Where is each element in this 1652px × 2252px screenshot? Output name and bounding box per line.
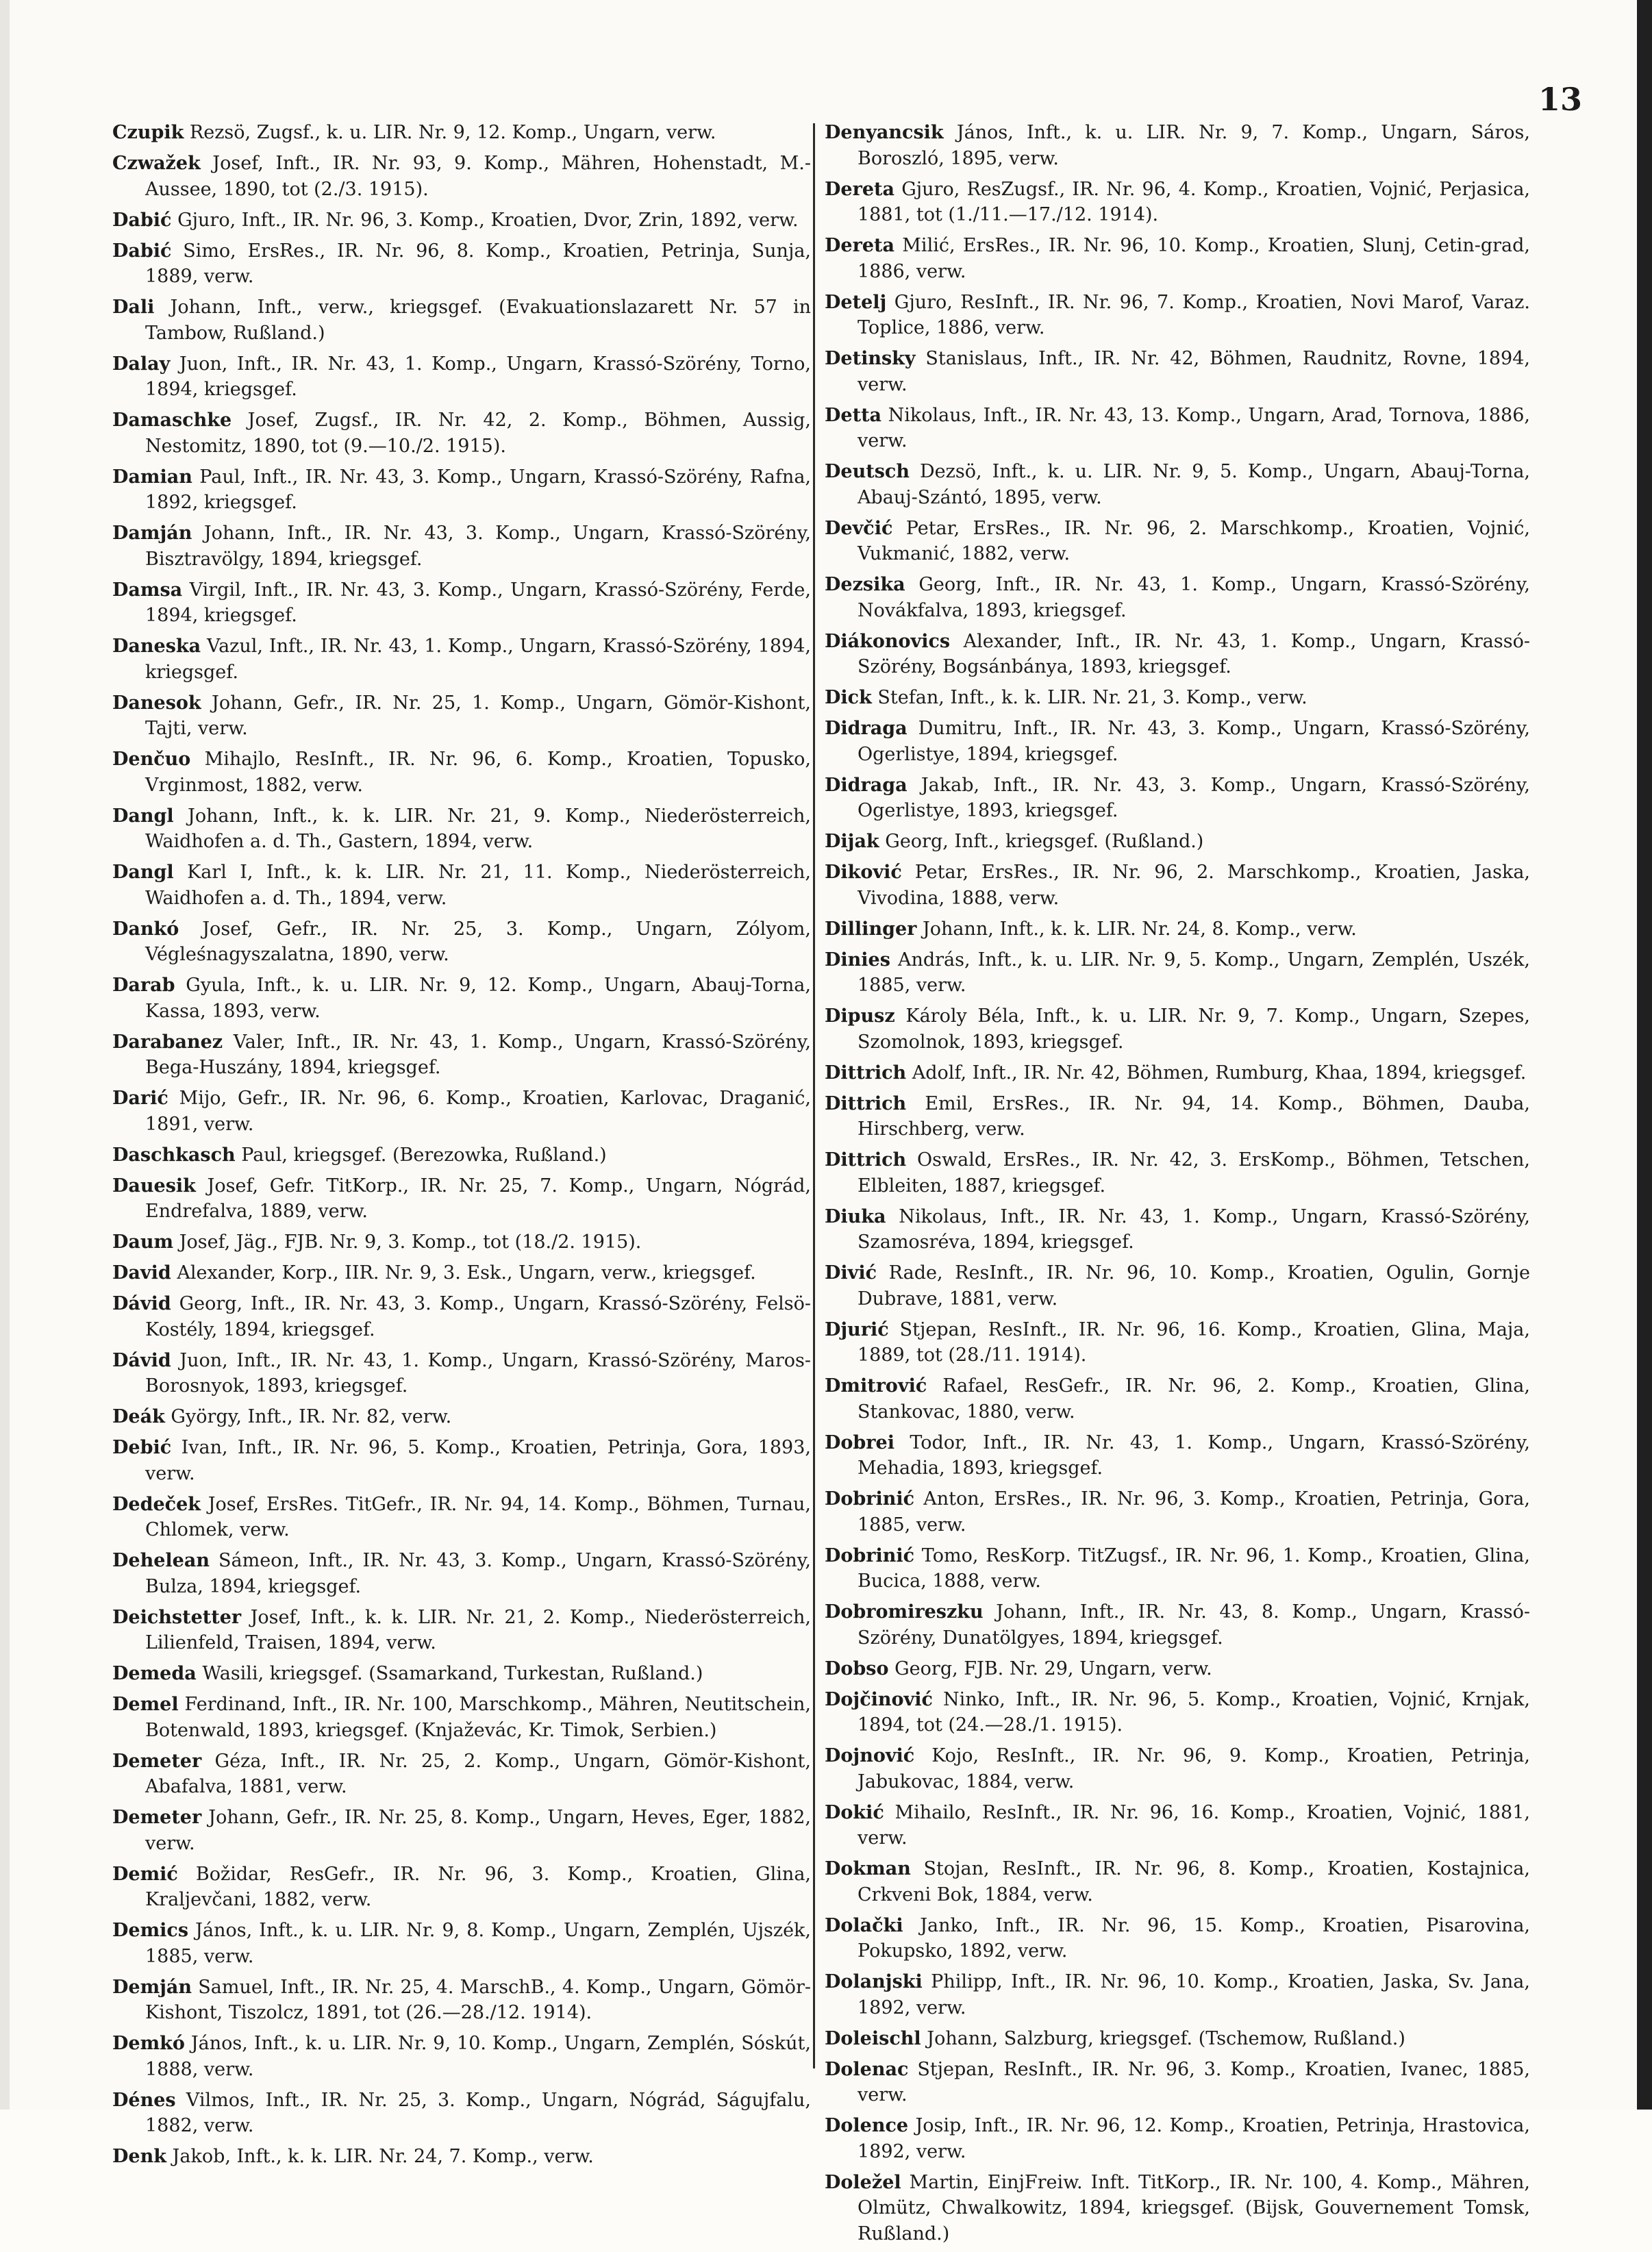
entry-surname: Dillinger — [825, 918, 917, 940]
entry-details: Johann, Gefr., IR. Nr. 25, 8. Komp., Ungarn, Heves, Eger, 1882, verw. — [145, 1807, 811, 1854]
entry-surname: Devčić — [825, 517, 893, 539]
list-entry — [112, 1918, 811, 1969]
entry-surname: Dojčinović — [825, 1688, 933, 1710]
entry-surname: Detinsky — [825, 348, 916, 369]
list-entry — [825, 1656, 1530, 1682]
list-entry — [825, 177, 1530, 228]
entry-details: Petar, ErsRes., IR. Nr. 96, 2. Marschkomp., Kroatien, Jaska, Vivodina, 1888, verw. — [858, 862, 1530, 909]
list-entry — [112, 577, 811, 629]
entry-surname: Deutsch — [825, 461, 910, 482]
entry-details: Sámeon, Inft., IR. Nr. 43, 3. Komp., Ungarn, Krassó-Szörény, Bulza, 1894, kriegsgef. — [145, 1550, 811, 1597]
entry-surname: Denyancsik — [825, 122, 944, 143]
page-number: 13 — [1538, 81, 1582, 118]
list-entry — [112, 634, 811, 685]
entry-surname: Dobrinić — [825, 1544, 915, 1566]
entry-surname: Damaschke — [112, 410, 232, 431]
entry-details: Ninko, Inft., IR. Nr. 96, 5. Komp., Kroatien, Vojnić, Krnjak, 1894, tot (24.—28./1. 1915). — [858, 1688, 1530, 1736]
column-divider — [813, 123, 815, 2068]
entry-surname: Detelj — [825, 291, 887, 313]
entry-details: Károly Béla, Inft., k. u. LIR. Nr. 9, 7. Komp., Ungarn, Szepes, Szomolnok, 1893, kriegsgef. — [858, 1005, 1530, 1053]
entry-surname: Damian — [112, 466, 192, 488]
entry-details: Virgil, Inft., IR. Nr. 43, 3. Komp., Ungarn, Krassó-Szörény, Ferde, 1894, kriegsgef. — [145, 579, 811, 626]
entry-surname: Dereta — [825, 235, 894, 256]
entry-surname: Dmitrović — [825, 1375, 927, 1397]
entry-surname: Dijak — [825, 831, 879, 852]
entry-surname: Didraga — [825, 774, 908, 796]
list-entry — [825, 459, 1530, 510]
entry-surname: Djurić — [825, 1318, 889, 1340]
entry-surname: Demeter — [112, 1750, 202, 1772]
entry-surname: Daschkasch — [112, 1144, 236, 1166]
entry-details: Petar, ErsRes., IR. Nr. 96, 2. Marschkomp., Kroatien, Vojnić, Vukmanić, 1882, verw. — [858, 517, 1530, 564]
list-entry — [825, 2026, 1530, 2052]
entry-details: Josef, ErsRes. TitGefr., IR. Nr. 94, 14. Komp., Böhmen, Turnau, Chlomek, verw. — [145, 1493, 811, 1540]
list-entry — [112, 521, 811, 572]
list-entry — [112, 1661, 811, 1687]
list-entry — [825, 1913, 1530, 1964]
list-entry — [825, 1743, 1530, 1794]
list-entry — [112, 1975, 811, 2026]
entry-details: Dumitru, Inft., IR. Nr. 43, 3. Komp., Ungarn, Krassó-Szörény, Ogerlistye, 1894, kriegsgef. — [858, 718, 1530, 765]
entry-details: Milić, ErsRes., IR. Nr. 96, 10. Komp., Kroatien, Slunj, Cetin-grad, 1886, verw. — [858, 235, 1530, 282]
entry-surname: Daum — [112, 1231, 174, 1253]
entry-surname: Demics — [112, 1920, 189, 1941]
entry-surname: Deichstetter — [112, 1606, 242, 1628]
entry-surname: Darabanez — [112, 1031, 223, 1053]
entry-details: András, Inft., k. u. LIR. Nr. 9, 5. Komp., Ungarn, Zemplén, Uszék, 1885, verw. — [858, 949, 1530, 996]
list-entry — [112, 747, 811, 798]
entry-surname: Denčuo — [112, 749, 191, 770]
entry-details: Mijo, Gefr., IR. Nr. 96, 6. Komp., Kroatien, Karlovac, Draganić, 1891, verw. — [145, 1088, 811, 1135]
entry-surname: Dick — [825, 687, 872, 708]
right-column — [825, 120, 1530, 2252]
entry-details: Dezsö, Inft., k. u. LIR. Nr. 9, 5. Komp., Ungarn, Abauj-Torna, Abauj-Szántó, 1895, verw. — [858, 461, 1530, 508]
entry-details: Martin, EinjFreiw. Inft. TitKorp., IR. Nr. 100, 4. Komp., Mähren, Olmütz, Chwalkowitz, 1894, kriegsgef. (Bijsk, Gouvernement Tomsk, Rußland.) — [858, 2171, 1531, 2244]
entry-surname: Diákonovics — [825, 630, 951, 652]
entry-details: Josef, Inft., IR. Nr. 93, 9. Komp., Mähren, Hohenstadt, M.-Aussee, 1890, tot (2./3. 1915). — [145, 153, 811, 200]
entry-details: Rade, ResInft., IR. Nr. 96, 10. Komp., Kroatien, Ogulin, Gornje Dubrave, 1881, verw. — [858, 1262, 1530, 1310]
list-entry — [112, 351, 811, 403]
entry-details: Johann, Inft., k. k. LIR. Nr. 24, 8. Komp., verw. — [922, 918, 1357, 940]
entry-details: Nikolaus, Inft., IR. Nr. 43, 1. Komp., Ungarn, Krassó-Szörény, Szamosréva, 1894, kriegsgef. — [858, 1205, 1530, 1253]
list-entry — [825, 1373, 1530, 1425]
entry-surname: Denk — [112, 2146, 166, 2167]
entry-surname: Dobrei — [825, 1431, 894, 1453]
entry-details: Vazul, Inft., IR. Nr. 43, 1. Komp., Ungarn, Krassó-Szörény, 1894, kriegsgef. — [145, 636, 811, 683]
entry-details: Johann, Inft., k. k. LIR. Nr. 21, 9. Komp., Niederösterreich, Waidhofen a. d. Th., Gastern, 1894, verw. — [145, 805, 812, 852]
entry-surname: Diković — [825, 862, 902, 883]
entry-details: Janko, Inft., IR. Nr. 96, 15. Komp., Kroatien, Pisarovina, Pokupsko, 1892, verw. — [858, 1914, 1530, 1962]
entry-surname: Dabić — [112, 240, 172, 262]
entry-details: Stanislaus, Inft., IR. Nr. 42, Böhmen, Raudnitz, Rovne, 1894, verw. — [858, 348, 1530, 395]
list-entry — [825, 290, 1530, 341]
list-entry — [825, 120, 1530, 171]
list-entry — [825, 1800, 1530, 1851]
entry-surname: Demeda — [112, 1663, 197, 1684]
entry-surname: Doleischl — [825, 2027, 921, 2049]
entry-details: Jakab, Inft., IR. Nr. 43, 3. Komp., Ungarn, Krassó-Szörény, Ogerlistye, 1893, kriegsgef. — [858, 774, 1530, 821]
entry-surname: Dalay — [112, 353, 171, 375]
entry-details: Samuel, Inft., IR. Nr. 25, 4. MarschB., 4. Komp., Ungarn, Gömör-Kishont, Tiszolcz, 1891, tot (26.—28./12. 1914). — [145, 1976, 811, 2023]
entry-surname: Dangl — [112, 805, 174, 827]
list-entry — [825, 1969, 1530, 2020]
entry-details: Vilmos, Inft., IR. Nr. 25, 3. Komp., Ungarn, Nógrád, Ságujfalu, 1882, verw. — [145, 2089, 811, 2136]
entry-details: Ivan, Inft., IR. Nr. 96, 5. Komp., Kroatien, Petrinja, Gora, 1893, verw. — [145, 1437, 811, 1484]
entry-surname: Demkó — [112, 2033, 185, 2054]
list-entry — [825, 947, 1530, 999]
list-entry — [825, 1003, 1530, 1055]
list-entry — [112, 803, 811, 855]
entry-surname: Dokman — [825, 1858, 911, 1879]
list-entry — [825, 829, 1530, 855]
list-entry — [112, 1404, 811, 1430]
list-entry — [112, 1435, 811, 1486]
entry-surname: Dangl — [112, 862, 174, 883]
list-entry — [112, 151, 811, 202]
entry-surname: Dolački — [825, 1914, 903, 1936]
list-entry — [825, 403, 1530, 454]
entry-surname: Dinies — [825, 949, 890, 971]
entry-details: Karl I, Inft., k. k. LIR. Nr. 21, 11. Komp., Niederösterreich, Waidhofen a. d. Th., 1894, verw. — [145, 862, 811, 909]
entry-details: Gyula, Inft., k. u. LIR. Nr. 9, 12. Komp., Ungarn, Abauj-Torna, Kassa, 1893, verw. — [145, 975, 811, 1022]
entry-surname: Dobrinić — [825, 1488, 915, 1510]
list-entry — [825, 629, 1530, 680]
list-entry — [825, 773, 1530, 824]
entry-details: Johann, Inft., IR. Nr. 43, 8. Komp., Ungarn, Krassó-Szörény, Dunatölgyes, 1894, kriegsgef. — [858, 1601, 1530, 1649]
entry-surname: Diuka — [825, 1205, 886, 1227]
list-entry — [112, 295, 811, 346]
list-entry — [112, 464, 811, 516]
entry-surname: Dojnović — [825, 1745, 915, 1766]
entry-surname: Didraga — [825, 718, 908, 739]
entry-details: György, Inft., IR. Nr. 82, verw. — [171, 1406, 452, 1427]
entry-surname: Czwažek — [112, 153, 201, 174]
entry-surname: Detta — [825, 404, 882, 426]
entry-details: Josef, Jäg., FJB. Nr. 9, 3. Komp., tot (18./2. 1915). — [179, 1231, 642, 1253]
entry-details: Alexander, Inft., IR. Nr. 43, 1. Komp., Ungarn, Krassó-Szörény, Bogsánbánya, 1893, kriegsgef. — [858, 630, 1530, 677]
list-entry — [825, 2057, 1530, 2108]
entry-details: Mihailo, ResInft., IR. Nr. 96, 16. Komp., Kroatien, Vojnić, 1881, verw. — [858, 1801, 1530, 1849]
list-entry — [112, 1692, 811, 1743]
entry-details: János, Inft., k. u. LIR. Nr. 9, 10. Komp., Ungarn, Zemplén, Sóskút, 1888, verw. — [145, 2033, 811, 2080]
entry-details: Paul, kriegsgef. (Berezowka, Rußland.) — [241, 1144, 607, 1166]
entry-surname: Darab — [112, 975, 175, 996]
entry-surname: Demel — [112, 1694, 179, 1715]
entry-details: Tomo, ResKorp. TitZugsf., IR. Nr. 96, 1. Komp., Kroatien, Glina, Bucica, 1888, verw. — [858, 1544, 1530, 1592]
entry-details: Georg, Inft., IR. Nr. 43, 1. Komp., Ungarn, Krassó-Szörény, Novákfalva, 1893, kriegsgef. — [858, 574, 1530, 621]
entry-surname: Dávid — [112, 1349, 171, 1371]
entry-details: Johann, Inft., IR. Nr. 43, 3. Komp., Ungarn, Krassó-Szörény, Bisztravölgy, 1894, kriegsgef. — [145, 523, 811, 570]
list-entry — [112, 1260, 811, 1286]
entry-details: Rezsö, Zugsf., k. u. LIR. Nr. 9, 12. Komp., Ungarn, verw. — [189, 122, 716, 143]
list-entry — [112, 238, 811, 290]
entry-details: Ferdinand, Inft., IR. Nr. 100, Marschkomp., Mähren, Neutitschein, Botenwald, 1893, kriegsgef. (Knjaževác, Kr. Timok, Serbien.) — [145, 1694, 811, 1741]
entry-details: Josef, Gefr. TitKorp., IR. Nr. 25, 7. Komp., Ungarn, Nógrád, Endrefalva, 1889, verw. — [145, 1175, 811, 1222]
entry-details: Georg, Inft., IR. Nr. 43, 3. Komp., Ungarn, Krassó-Szörény, Felsö-Kostély, 1894, kriegsgef. — [145, 1293, 811, 1340]
list-entry — [825, 2170, 1530, 2247]
entry-details: Johann, Salzburg, kriegsgef. (Tschemow, Rußland.) — [927, 2027, 1405, 2049]
list-entry — [112, 208, 811, 234]
entry-details: Wasili, kriegsgef. (Ssamarkand, Turkestan, Rußland.) — [202, 1663, 703, 1684]
list-entry — [112, 1548, 811, 1599]
list-entry — [825, 1856, 1530, 1907]
entry-surname: Divić — [825, 1262, 877, 1284]
entry-details: Stjepan, ResInft., IR. Nr. 96, 3. Komp., Kroatien, Ivanec, 1885, verw. — [858, 2058, 1530, 2105]
entry-surname: Demeter — [112, 1807, 202, 1828]
list-entry — [825, 1317, 1530, 1368]
list-entry — [825, 1260, 1530, 1312]
list-entry — [825, 716, 1530, 767]
list-entry — [825, 1204, 1530, 1255]
list-entry — [112, 1348, 811, 1399]
entry-surname: Danesok — [112, 692, 201, 714]
list-entry — [112, 1805, 811, 1856]
entry-surname: Dittrich — [825, 1062, 907, 1084]
list-entry — [825, 346, 1530, 397]
list-entry — [825, 572, 1530, 623]
entry-surname: Dezsika — [825, 574, 905, 595]
entry-details: Stefan, Inft., k. k. LIR. Nr. 21, 3. Komp., verw. — [877, 687, 1307, 708]
list-entry — [112, 1291, 811, 1342]
entry-surname: Doležel — [825, 2171, 901, 2193]
entry-surname: Dehelean — [112, 1550, 210, 1571]
entry-surname: Dabić — [112, 209, 172, 231]
list-entry — [112, 1173, 811, 1225]
list-entry — [825, 916, 1530, 942]
entry-surname: Damján — [112, 523, 192, 544]
list-entry — [112, 2031, 811, 2082]
list-entry — [825, 1430, 1530, 1481]
entry-details: Emil, ErsRes., IR. Nr. 94, 14. Komp., Böhmen, Dauba, Hirschberg, verw. — [858, 1092, 1530, 1140]
entry-surname: Dolence — [825, 2115, 909, 2136]
entry-details: Johann, Gefr., IR. Nr. 25, 1. Komp., Ungarn, Gömör-Kishont, Tajti, verw. — [145, 692, 811, 739]
list-entry — [112, 916, 811, 968]
list-entry — [112, 1862, 811, 1913]
entry-details: Paul, Inft., IR. Nr. 43, 3. Komp., Ungarn, Krassó-Szörény, Rafna, 1892, kriegsgef. — [145, 466, 811, 513]
list-entry — [825, 1599, 1530, 1651]
list-entry — [825, 2113, 1530, 2164]
list-entry — [825, 1486, 1530, 1538]
entry-details: János, Inft., k. u. LIR. Nr. 9, 8. Komp., Ungarn, Zemplén, Ujszék, 1885, verw. — [145, 1920, 811, 1967]
entry-details: Kojo, ResInft., IR. Nr. 96, 9. Komp., Kroatien, Petrinja, Jabukovac, 1884, verw. — [858, 1745, 1530, 1792]
entry-details: Géza, Inft., IR. Nr. 25, 2. Komp., Ungarn, Gömör-Kishont, Abafalva, 1881, verw. — [145, 1750, 811, 1797]
list-entry — [112, 1086, 811, 1137]
entry-details: Mihajlo, ResInft., IR. Nr. 96, 6. Komp., Kroatien, Topusko, Vrginmost, 1882, verw. — [145, 749, 811, 796]
entry-details: Juon, Inft., IR. Nr. 43, 1. Komp., Ungarn, Krassó-Szörény, Torno, 1894, kriegsgef. — [145, 353, 811, 400]
list-entry — [112, 408, 811, 459]
list-entry — [112, 1029, 811, 1081]
entry-details: Božidar, ResGefr., IR. Nr. 96, 3. Komp., Kroatien, Glina, Kraljevčani, 1882, verw. — [145, 1863, 811, 1910]
list-entry — [112, 1492, 811, 1543]
entry-surname: Dauesik — [112, 1175, 196, 1197]
list-entry — [112, 1229, 811, 1255]
entry-details: Oswald, ErsRes., IR. Nr. 42, 3. ErsKomp., Böhmen, Tetschen, Elbleiten, 1887, kriegsgef. — [858, 1149, 1530, 1197]
list-entry — [825, 516, 1530, 567]
entry-details: Alexander, Korp., IIR. Nr. 9, 3. Esk., Ungarn, verw., kriegsgef. — [177, 1262, 756, 1284]
entry-surname: Dankó — [112, 918, 179, 940]
entry-details: Stojan, ResInft., IR. Nr. 96, 8. Komp., Kroatien, Kostajnica, Crkveni Bok, 1884, verw. — [858, 1858, 1530, 1905]
entry-details: Georg, FJB. Nr. 29, Ungarn, verw. — [894, 1657, 1212, 1679]
list-entry — [825, 860, 1530, 911]
entry-surname: Dobromireszku — [825, 1601, 984, 1623]
entry-surname: Daneska — [112, 636, 201, 657]
list-entry — [825, 1091, 1530, 1142]
entry-surname: Deák — [112, 1406, 165, 1427]
entry-details: Josef, Gefr., IR. Nr. 25, 3. Komp., Ungarn, Zólyom, Végleśnagyszalatna, 1890, verw. — [145, 918, 811, 965]
entry-surname: David — [112, 1262, 171, 1284]
entry-surname: Dénes — [112, 2089, 176, 2111]
entry-details: Todor, Inft., IR. Nr. 43, 1. Komp., Ungarn, Krassó-Szörény, Mehadia, 1893, kriegsgef. — [858, 1431, 1530, 1479]
entry-details: Philipp, Inft., IR. Nr. 96, 10. Komp., Kroatien, Jaska, Sv. Jana, 1892, verw. — [858, 1971, 1530, 2018]
list-entry — [112, 120, 811, 146]
entry-surname: Dedeček — [112, 1493, 201, 1515]
entry-details: Gjuro, Inft., IR. Nr. 96, 3. Komp., Kroatien, Dvor, Zrin, 1892, verw. — [177, 209, 799, 231]
entry-details: Gjuro, ResInft., IR. Nr. 96, 7. Komp., Kroatien, Novi Marof, Varaz. Toplice, 1886, verw. — [858, 291, 1530, 338]
entry-details: Stjepan, ResInft., IR. Nr. 96, 16. Komp., Kroatien, Glina, Maja, 1889, tot (28./11. 1914). — [858, 1318, 1530, 1366]
list-entry — [825, 685, 1530, 711]
entry-details: János, Inft., k. u. LIR. Nr. 9, 7. Komp., Ungarn, Sáros, Boroszló, 1895, verw. — [858, 122, 1530, 169]
entry-details: Georg, Inft., kriegsgef. (Rußland.) — [885, 831, 1204, 852]
entry-details: Simo, ErsRes., IR. Nr. 96, 8. Komp., Kroatien, Petrinja, Sunja, 1889, verw. — [145, 240, 811, 287]
entry-surname: Dereta — [825, 178, 894, 200]
list-entry — [112, 1142, 811, 1168]
entry-details: Valer, Inft., IR. Nr. 43, 1. Komp., Ungarn, Krassó-Szörény, Bega-Huszány, 1894, kriegsgef. — [145, 1031, 811, 1078]
entry-details: Jakob, Inft., k. k. LIR. Nr. 24, 7. Komp., verw. — [172, 2146, 594, 2167]
entry-surname: Dipusz — [825, 1005, 895, 1027]
entry-surname: Damsa — [112, 579, 183, 601]
list-entry — [112, 690, 811, 742]
entry-details: Juon, Inft., IR. Nr. 43, 1. Komp., Ungarn, Krassó-Szörény, Maros-Borosnyok, 1893, kriegsgef. — [145, 1349, 811, 1397]
entry-surname: Dávid — [112, 1293, 171, 1314]
list-entry — [112, 1605, 811, 1656]
entry-surname: Dolenac — [825, 2058, 909, 2080]
entry-details: Josef, Zugsf., IR. Nr. 42, 2. Komp., Böhmen, Aussig, Nestomitz, 1890, tot (9.—10./2. 1915). — [145, 410, 811, 457]
entry-surname: Darić — [112, 1088, 168, 1109]
list-entry — [825, 1543, 1530, 1594]
entry-details: Josef, Inft., k. k. LIR. Nr. 21, 2. Komp., Niederösterreich, Lilienfeld, Traisen, 1894, verw. — [145, 1606, 811, 1653]
entry-surname: Dittrich — [825, 1149, 907, 1171]
list-entry — [112, 2088, 811, 2139]
list-entry — [825, 233, 1530, 284]
entry-surname: Demján — [112, 1976, 192, 1998]
entry-details: Anton, ErsRes., IR. Nr. 96, 3. Komp., Kroatien, Petrinja, Gora, 1885, verw. — [858, 1488, 1530, 1536]
list-entry — [825, 1147, 1530, 1199]
entry-surname: Dali — [112, 297, 155, 318]
entry-surname: Dittrich — [825, 1092, 907, 1114]
entry-surname: Czupik — [112, 122, 184, 143]
list-entry — [112, 860, 811, 911]
list-entry — [825, 1060, 1530, 1086]
entry-details: Nikolaus, Inft., IR. Nr. 43, 13. Komp., Ungarn, Arad, Tornova, 1886, verw. — [858, 404, 1530, 451]
entry-details: Rafael, ResGefr., IR. Nr. 96, 2. Komp., Kroatien, Glina, Stankovac, 1880, verw. — [858, 1375, 1530, 1423]
entry-surname: Debić — [112, 1437, 172, 1458]
entry-details: Gjuro, ResZugsf., IR. Nr. 96, 4. Komp., Kroatien, Vojnić, Perjasica, 1881, tot (1./11.—17./12. 1914). — [858, 178, 1530, 225]
entry-surname: Demić — [112, 1863, 178, 1885]
list-entry — [112, 1749, 811, 1800]
left-column — [112, 120, 811, 2175]
entry-surname: Dokić — [825, 1801, 884, 1823]
list-entry — [112, 2144, 811, 2170]
list-entry — [825, 1687, 1530, 1738]
entry-surname: Dolanjski — [825, 1971, 923, 1992]
entry-details: Adolf, Inft., IR. Nr. 42, Böhmen, Rumburg, Khaa, 1894, kriegsgef. — [912, 1062, 1527, 1084]
entry-surname: Dobso — [825, 1657, 889, 1679]
entry-details: Josip, Inft., IR. Nr. 96, 12. Komp., Kroatien, Petrinja, Hrastovica, 1892, verw. — [858, 2115, 1530, 2162]
list-entry — [112, 973, 811, 1024]
entry-details: Johann, Inft., verw., kriegsgef. (Evakuationslazarett Nr. 57 in Tambow, Rußland.) — [145, 297, 811, 344]
